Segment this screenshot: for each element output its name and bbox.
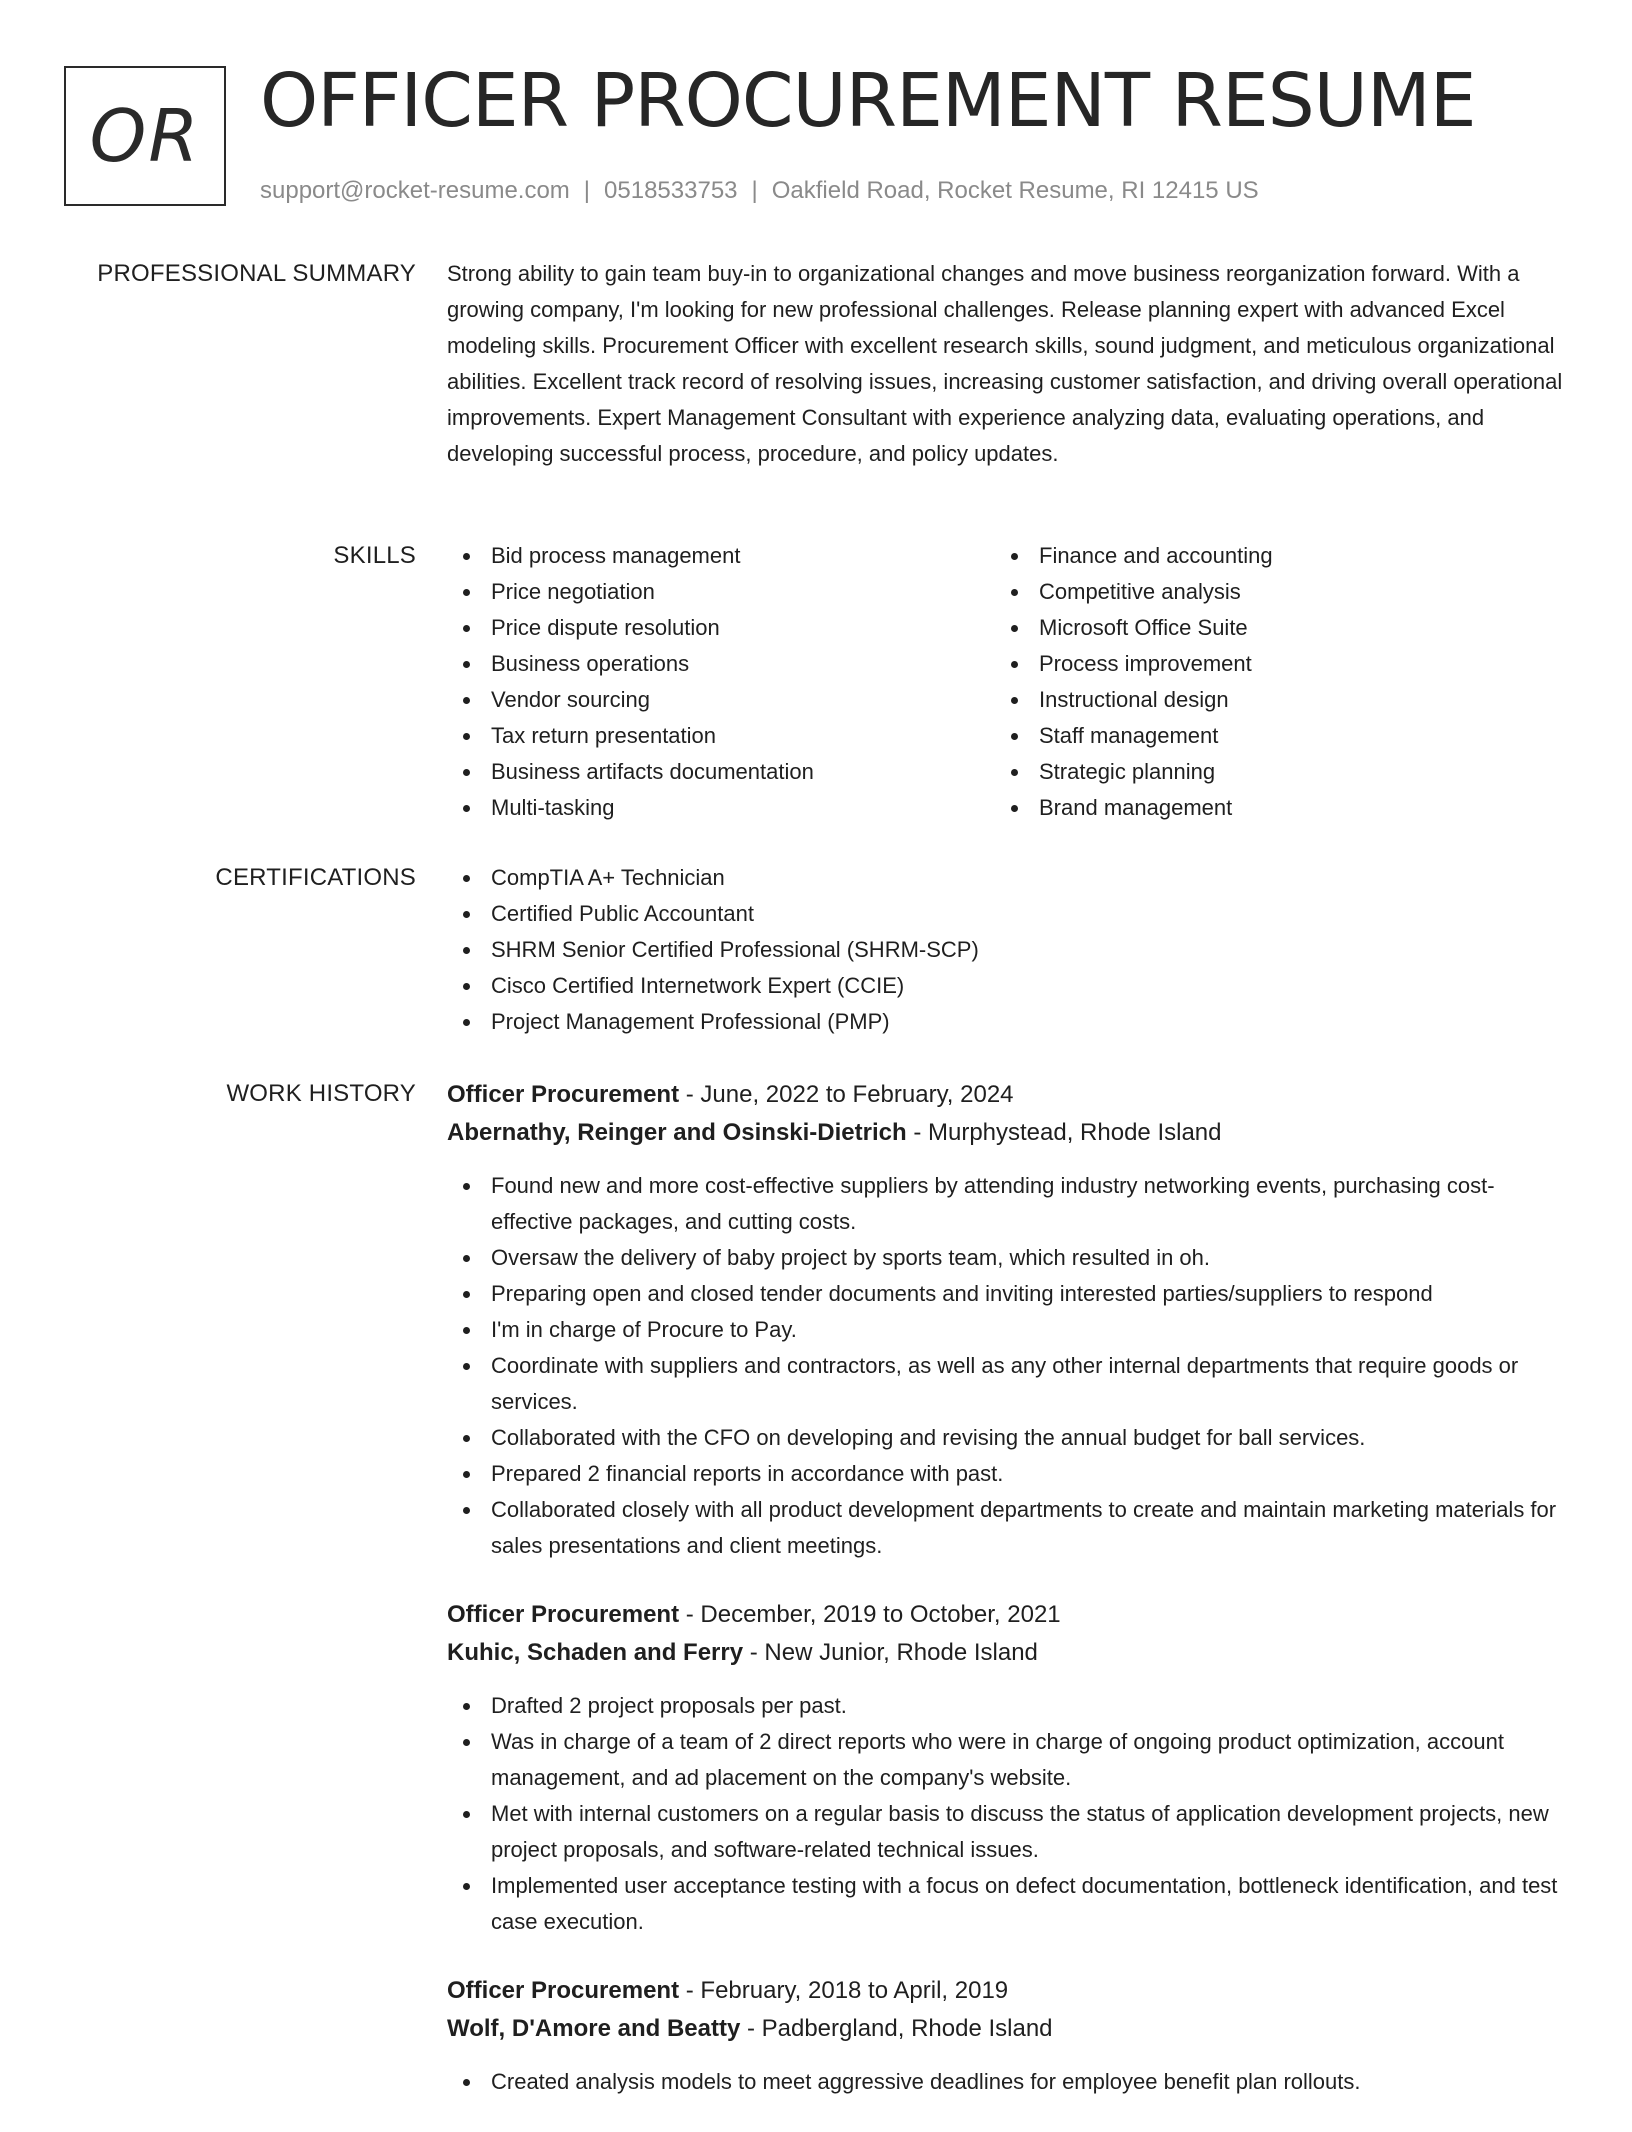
job-title-line bbox=[447, 1076, 1567, 1114]
contact-line bbox=[260, 174, 1259, 208]
job-bullet: Collaborated closely with all product development departments to create and maintain marketing materials for sales presentations and client meetings. bbox=[447, 1492, 1567, 1564]
skill-item: Multi-tasking bbox=[447, 790, 995, 826]
certifications-list bbox=[447, 860, 1567, 1040]
job-bullet: Was in charge of a team of 2 direct reports who were in charge of ongoing product optimization, account management, and ad placement on the company's website. bbox=[447, 1724, 1567, 1796]
work-history-body bbox=[447, 1076, 1567, 2132]
job-bullet: Found new and more cost-effective suppliers by attending industry networking events, purchasing cost-effective packages, and cutting costs. bbox=[447, 1168, 1567, 1240]
contact-separator: | bbox=[583, 177, 591, 204]
job-company: Kuhic, Schaden and Ferry bbox=[447, 1639, 744, 1666]
contact-separator: | bbox=[751, 177, 758, 204]
job-bullet: Met with internal customers on a regular basis to discuss the status of application development projects, new project proposals, and software-related technical issues. bbox=[447, 1796, 1567, 1868]
job-company-line bbox=[447, 2010, 1567, 2048]
job-bullets bbox=[447, 1688, 1567, 1940]
job-entry bbox=[447, 1972, 1567, 2100]
skill-item: Competitive analysis bbox=[995, 574, 1543, 610]
contact-address: Oakfield Road, Rocket Resume, RI 12415 US bbox=[771, 177, 1259, 204]
certification-item: CompTIA A+ Technician bbox=[447, 860, 1567, 896]
certification-item: SHRM Senior Certified Professional (SHRM-SCP) bbox=[447, 932, 1567, 968]
job-location: - Padbergland, Rhode Island bbox=[740, 2015, 1053, 2042]
skill-item: Staff management bbox=[995, 718, 1543, 754]
skill-item: Strategic planning bbox=[995, 754, 1543, 790]
job-entry bbox=[447, 1076, 1567, 1564]
job-bullet: Drafted 2 project proposals per past. bbox=[447, 1688, 1567, 1724]
job-entry bbox=[447, 1596, 1567, 1940]
job-title: Officer Procurement bbox=[447, 1081, 680, 1108]
certification-item: Project Management Professional (PMP) bbox=[447, 1004, 1567, 1040]
skill-item: Brand management bbox=[995, 790, 1543, 826]
skill-item: Finance and accounting bbox=[995, 538, 1543, 574]
job-dates: - December, 2019 to October, 2021 bbox=[679, 1601, 1061, 1628]
job-dates: - February, 2018 to April, 2019 bbox=[679, 1977, 1009, 2004]
job-title: Officer Procurement bbox=[447, 1977, 680, 2004]
page-title: OFFICER PROCUREMENT RESUME bbox=[260, 58, 1476, 144]
contact-email[interactable]: support@rocket-resume.com bbox=[260, 177, 570, 204]
job-title-line bbox=[447, 1596, 1567, 1634]
skill-item: Business operations bbox=[447, 646, 995, 682]
job-company-line bbox=[447, 1634, 1567, 1672]
job-bullet: Coordinate with suppliers and contractors, as well as any other internal departments that require goods or services. bbox=[447, 1348, 1567, 1420]
job-location: - Murphystead, Rhode Island bbox=[906, 1119, 1222, 1146]
job-bullet: Oversaw the delivery of baby project by sports team, which resulted in oh. bbox=[447, 1240, 1567, 1276]
job-title-line bbox=[447, 1972, 1567, 2010]
section-label-summary: PROFESSIONAL SUMMARY bbox=[97, 260, 416, 287]
skill-item: Microsoft Office Suite bbox=[995, 610, 1543, 646]
skill-item: Business artifacts documentation bbox=[447, 754, 995, 790]
contact-phone[interactable]: 0518533753 bbox=[604, 177, 738, 204]
job-bullet: Preparing open and closed tender documents and inviting interested parties/suppliers to respond bbox=[447, 1276, 1567, 1312]
skills-list-left bbox=[447, 538, 995, 826]
section-label-skills: SKILLS bbox=[333, 542, 416, 569]
skills-list-right bbox=[995, 538, 1543, 826]
skill-item: Process improvement bbox=[995, 646, 1543, 682]
monogram-logo: OR bbox=[64, 66, 226, 206]
summary-body bbox=[447, 256, 1567, 472]
job-bullet: I'm in charge of Procure to Pay. bbox=[447, 1312, 1567, 1348]
skill-item: Instructional design bbox=[995, 682, 1543, 718]
skill-item: Price negotiation bbox=[447, 574, 995, 610]
job-title: Officer Procurement bbox=[447, 1601, 680, 1628]
summary-text: Strong ability to gain team buy-in to organizational changes and move business reorganization forward. With a growing company, I'm looking for new professional challenges. Release planning expert with advanced Excel modeling skills. Procurement Officer with excellent research skills, sound judgment, and meticulous organizational abilities. Excellent track record of resolving issues, increasing customer satisfaction, and driving overall operational improvements. Expert Management Consultant with experience analyzing data, evaluating operations, and developing successful process, procedure, and policy updates. bbox=[447, 261, 1563, 466]
job-company: Abernathy, Reinger and Osinski-Dietrich bbox=[447, 1119, 907, 1146]
section-label-certifications: CERTIFICATIONS bbox=[215, 864, 416, 891]
job-bullet: Prepared 2 financial reports in accordance with past. bbox=[447, 1456, 1567, 1492]
certifications-body bbox=[447, 860, 1567, 1040]
skill-item: Vendor sourcing bbox=[447, 682, 995, 718]
job-company: Wolf, D'Amore and Beatty bbox=[447, 2015, 741, 2042]
job-bullet: Collaborated with the CFO on developing and revising the annual budget for ball services. bbox=[447, 1420, 1567, 1456]
job-bullets bbox=[447, 1168, 1567, 1564]
job-location: - New Junior, Rhode Island bbox=[743, 1639, 1038, 1666]
skills-body bbox=[447, 538, 1567, 826]
section-label-work-history: WORK HISTORY bbox=[226, 1080, 416, 1107]
certification-item: Cisco Certified Internetwork Expert (CCIE) bbox=[447, 968, 1567, 1004]
job-bullets bbox=[447, 2064, 1567, 2100]
skill-item: Price dispute resolution bbox=[447, 610, 995, 646]
skill-item: Bid process management bbox=[447, 538, 995, 574]
job-company-line bbox=[447, 1114, 1567, 1152]
certification-item: Certified Public Accountant bbox=[447, 896, 1567, 932]
job-dates: - June, 2022 to February, 2024 bbox=[679, 1081, 1014, 1108]
job-bullet: Created analysis models to meet aggressive deadlines for employee benefit plan rollouts. bbox=[447, 2064, 1567, 2100]
skill-item: Tax return presentation bbox=[447, 718, 995, 754]
job-bullet: Implemented user acceptance testing with a focus on defect documentation, bottleneck identification, and test case execution. bbox=[447, 1868, 1567, 1940]
